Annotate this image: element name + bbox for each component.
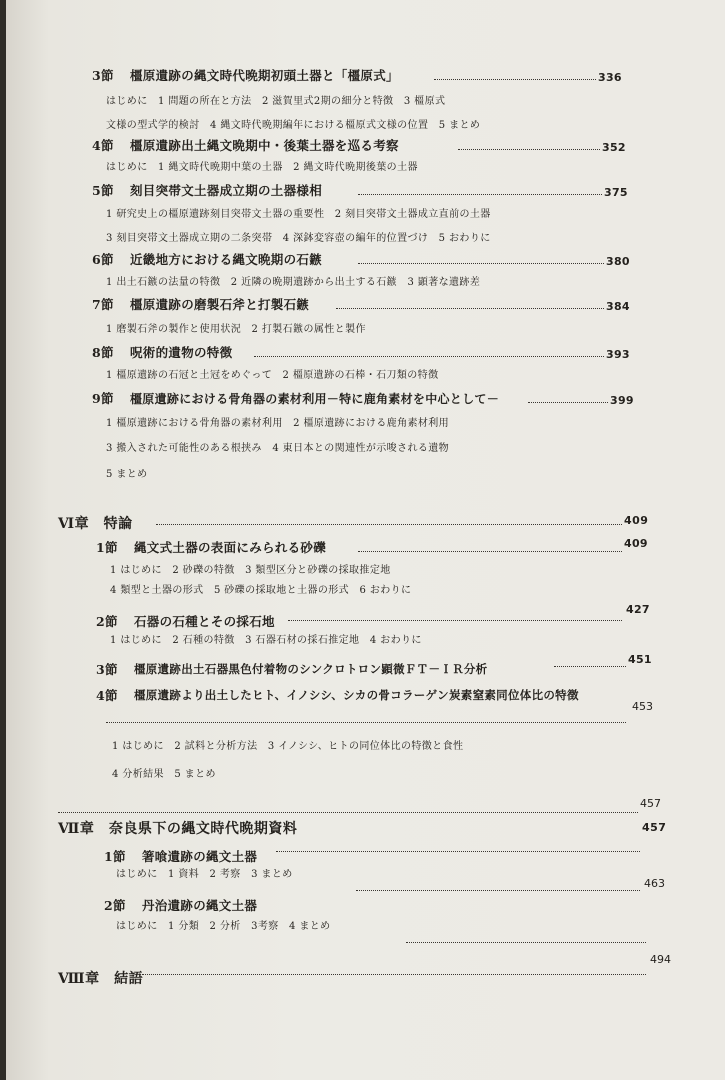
section-number: 2節: [96, 614, 118, 629]
chapter-title: Ⅵ章 特論: [58, 516, 133, 532]
section-number: 5節: [92, 183, 114, 198]
section-title: 橿原遺跡の縄文時代晩期初頭土器と「橿原式」: [130, 68, 399, 83]
dot-leader: [156, 524, 622, 525]
page-number: 393: [606, 348, 630, 361]
subsection-list: 文様の型式学的検討 4 縄文時代晩期編年における橿原式文様の位置 5 まとめ: [106, 120, 481, 131]
page-number: 457: [640, 797, 661, 810]
subsection-list: はじめに 1 問題の所在と方法 2 滋賀里式2期の細分と特徴 3 橿原式: [106, 96, 446, 107]
dot-leader: [356, 890, 640, 891]
section-number: 8節: [92, 345, 114, 360]
page-number: 457: [642, 821, 667, 834]
page-number: 494: [650, 953, 671, 966]
subsection-list: 1 はじめに 2 石種の特徴 3 石器石材の採石推定地 4 おわりに: [110, 635, 422, 646]
dot-leader: [106, 722, 626, 723]
subsection-list: 4 類型と土器の形式 5 砂礫の採取地と土器の形式 6 おわりに: [110, 585, 412, 596]
section-title: 橿原遺跡における骨角器の素材利用－特に鹿角素材を中心として－: [130, 392, 500, 406]
subsection-list: はじめに 1 分類 2 分析 3考察 4 まとめ: [116, 921, 331, 932]
dot-leader: [554, 666, 626, 667]
subsection-list: 1 はじめに 2 砂礫の特徴 3 類型区分と砂礫の採取推定地: [110, 565, 391, 576]
subsection-list: 4 分析結果 5 まとめ: [112, 769, 216, 780]
dot-leader: [142, 974, 646, 975]
page-number: 399: [610, 394, 634, 407]
page-number: 352: [602, 141, 626, 154]
dot-leader: [406, 942, 646, 943]
section-number: 3節: [92, 68, 114, 83]
subsection-list: 1 研究史上の橿原遺跡刻目突帯文土器の重要性 2 刻目突帯文土器成立直前の土器: [106, 209, 491, 220]
section-title: 石器の石種とその採石地: [134, 614, 275, 629]
section-title: 橿原遺跡より出土したヒト、イノシシ、シカの骨コラーゲン炭素窒素同位体比の特徴: [134, 688, 579, 702]
dot-leader: [336, 308, 604, 309]
page-number: 453: [632, 700, 653, 713]
page-number: 463: [644, 877, 665, 890]
section-title: 箸喰遺跡の縄文土器: [142, 849, 258, 864]
section-number: 7節: [92, 297, 114, 312]
page-number: 427: [626, 603, 650, 616]
page-number: 409: [624, 537, 648, 550]
book-page: [6, 0, 725, 1080]
dot-leader: [288, 620, 622, 621]
section-title: 丹治遺跡の縄文土器: [142, 898, 258, 913]
section-title: 刻目突帯文土器成立期の土器様相: [130, 183, 323, 198]
section-number: 1節: [104, 849, 126, 864]
subsection-list: 1 磨製石斧の製作と使用状況 2 打製石鏃の属性と製作: [106, 324, 366, 335]
section-title: 呪術的遺物の特徴: [130, 345, 233, 360]
section-title: 橿原遺跡出土石器黒色付着物のシンクロトロン顕微ＦＴ－ＩＲ分析: [134, 662, 488, 676]
subsection-list: 1 はじめに 2 試料と分析方法 3 イノシシ、ヒトの同位体比の特徴と食性: [112, 741, 464, 752]
dot-leader: [254, 356, 604, 357]
dot-leader: [358, 194, 602, 195]
dot-leader: [434, 79, 596, 80]
page-number: 384: [606, 300, 630, 313]
section-number: 4節: [92, 138, 114, 153]
dot-leader: [358, 263, 604, 264]
chapter-title: Ⅶ章 奈良県下の縄文時代晩期資料: [58, 821, 298, 837]
dot-leader: [458, 149, 600, 150]
subsection-list: はじめに 1 資料 2 考察 3 まとめ: [116, 869, 293, 880]
dot-leader: [276, 851, 640, 852]
section-number: 2節: [104, 898, 126, 913]
subsection-list: 1 橿原遺跡の石冠と土冠をめぐって 2 橿原遺跡の石棒・石刀類の特徴: [106, 370, 439, 381]
section-number: 9節: [92, 391, 114, 406]
dot-leader: [528, 402, 608, 403]
section-title: 橿原遺跡の磨製石斧と打製石鏃: [130, 297, 310, 312]
dot-leader: [58, 812, 638, 813]
section-title: 縄文式土器の表面にみられる砂礫: [134, 540, 327, 555]
subsection-list: 5 まとめ: [106, 469, 148, 480]
page-number: 451: [628, 653, 652, 666]
section-title: 近畿地方における縄文晩期の石鏃: [130, 252, 323, 267]
section-number: 4節: [96, 688, 118, 703]
section-number: 6節: [92, 252, 114, 267]
dot-leader: [358, 551, 622, 552]
subsection-list: 1 橿原遺跡における骨角器の素材利用 2 橿原遺跡における鹿角素材利用: [106, 418, 450, 429]
section-title: 橿原遺跡出土縄文晩期中・後葉土器を巡る考察: [130, 138, 399, 153]
subsection-list: はじめに 1 縄文時代晩期中葉の土器 2 縄文時代晩期後葉の土器: [106, 162, 418, 173]
page-number: 409: [624, 514, 649, 527]
page-number: 380: [606, 255, 630, 268]
subsection-list: 1 出土石鏃の法量の特徴 2 近隣の晩期遺跡から出土する石鏃 3 顕著な遺跡差: [106, 277, 481, 288]
page-number: 375: [604, 186, 628, 199]
page-number: 336: [598, 71, 622, 84]
chapter-title: Ⅷ章 結語: [58, 971, 144, 987]
subsection-list: 3 搬入された可能性のある根挟み 4 東日本との関連性が示唆される遺物: [106, 443, 450, 454]
subsection-list: 3 刻目突帯文土器成立期の二条突帯 4 深鉢変容壺の編年的位置づけ 5 おわりに: [106, 233, 491, 244]
section-number: 3節: [96, 662, 118, 677]
section-number: 1節: [96, 540, 118, 555]
